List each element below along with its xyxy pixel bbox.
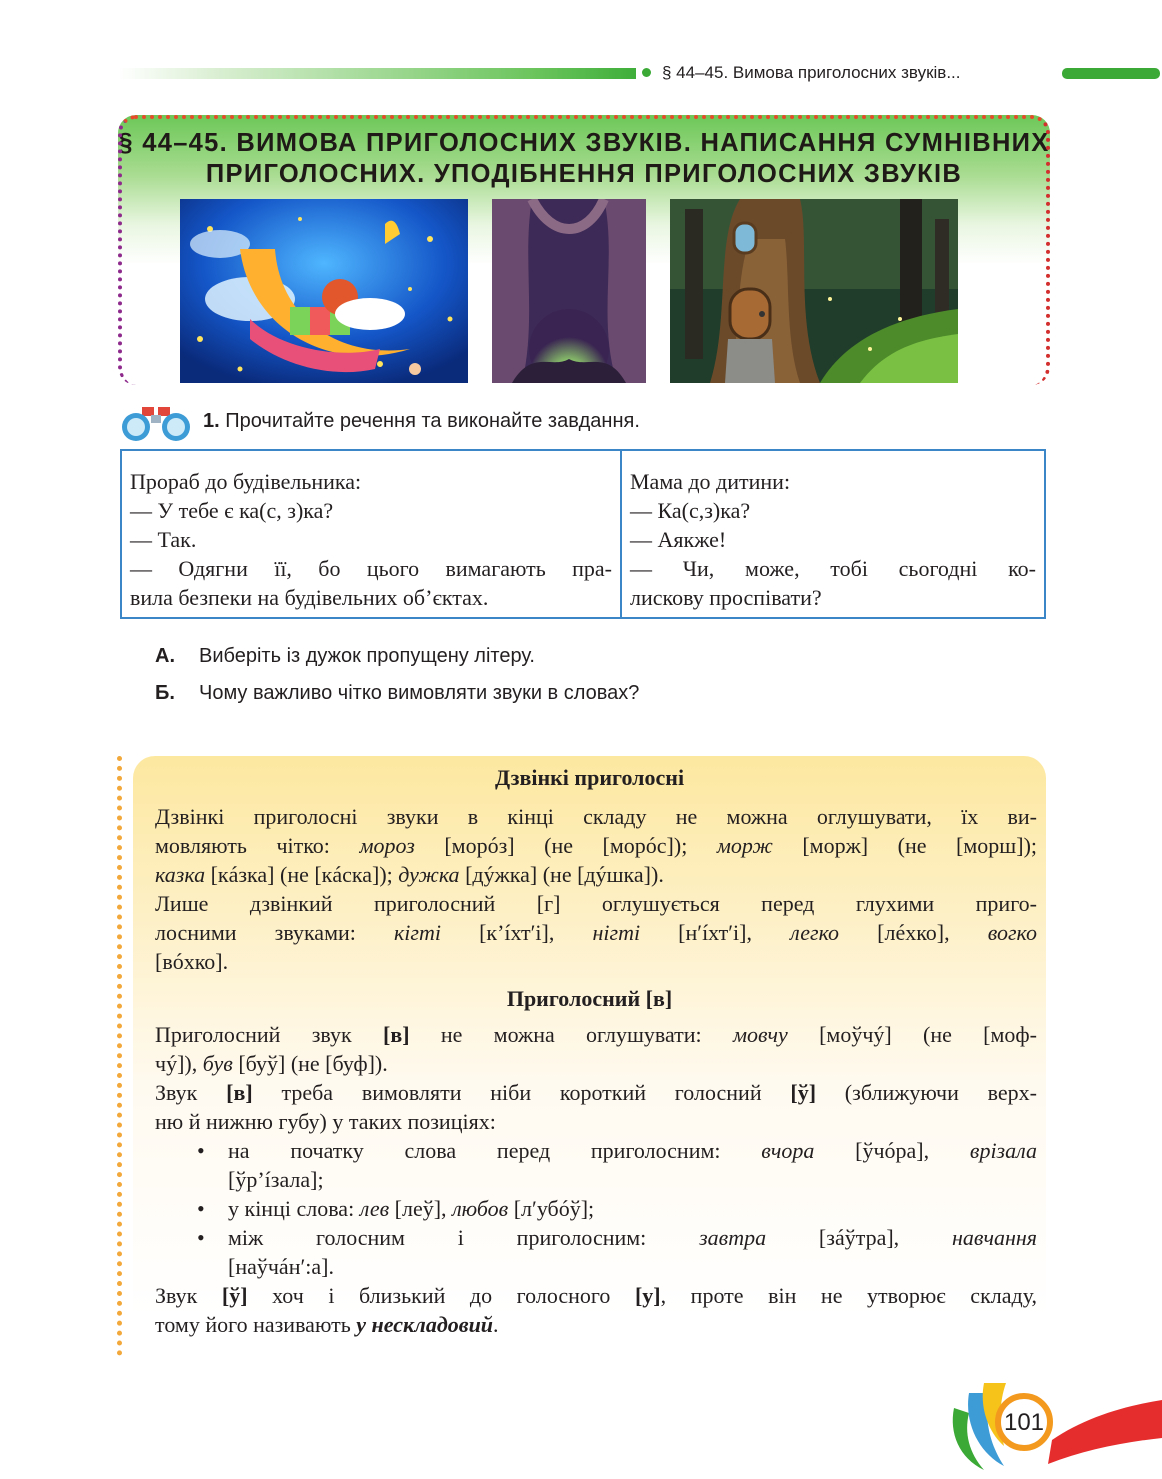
dialog-right-column [622,451,1044,617]
subtask-letter: А. [155,645,175,667]
task-1-instruction [203,410,640,433]
subtask-text: Чому важливо чітко вимовляти звуки в словах? [199,682,640,704]
binoculars-icon [118,403,192,443]
rule-line: мовляють чітко: мороз [морóз] (не [морóс]); морж [морж] (не [морш]); [155,833,1038,858]
header-end-bar [1062,68,1160,79]
bullet-icon: • [197,1196,205,1221]
task-text: Прочитайте речення та виконайте завдання. [225,410,640,432]
dialog-table [120,449,1046,619]
dialog-right-line: лискову проспівати? [630,585,822,610]
section-title-line-1: § 44–45. ВИМОВА ПРИГОЛОСНИХ ЗВУКІВ. НАПИСАННЯ СУМНІВНИХ [118,129,1050,157]
bullet-item: • між голосним і приголосним: завтра [зáўтра], навчання [наўчáн′:а]. [197,1225,1037,1279]
rule-line: ню й нижню губу) у таких позиціях: [155,1109,496,1134]
rule-paragraph-voiced [155,802,1037,976]
dialog-right-line: Мама до дитини: [630,469,791,494]
rule-line: Дзвінкі приголосні звуки в кінці складу не можна оглушувати, їх ви- [155,804,1037,829]
rule-line: Приголосний звук [в] не можна оглушувати: мовчу [моўчý] (не [моф- [155,1022,1037,1047]
section-title-line-2: ПРИГОЛОСНИХ. УПОДІБНЕННЯ ПРИГОЛОСНИХ ЗВУКІВ [205,160,963,188]
header-dot [642,68,651,77]
subtask-b [155,682,639,705]
bullet-item: • у кінці слова: лев [леў], любов [л′убóў]; [197,1196,595,1221]
illustration-moon-child [180,199,468,383]
task-number: 1. [203,410,220,432]
rule-heading-v: Приголосний [в] [506,986,673,1011]
dialog-left-line: — Одягни її, бо цього вимагають пра- [130,556,612,581]
bullet-icon: • [197,1225,205,1250]
page-number-emblem [944,1378,1162,1474]
subtask-letter: Б. [155,682,175,704]
running-header [118,60,1162,86]
rule-heading-voiced: Дзвінкі приголосні [494,765,685,790]
dialog-left-line: вила безпеки на будівельних об’єктах. [130,585,489,610]
dialog-right-line: — Аякже! [630,527,727,552]
dialog-left-line: Прораб до будівельника: [130,469,362,494]
running-title: § 44–45. Вимова приголосних звуків... [662,63,961,82]
header-gradient-bar [118,68,636,79]
rule-line: чý]), був [буў] (не [буф]). [155,1051,388,1076]
rule-line: Лише дзвінкий приголосний [г] оглушується перед глухими приго- [155,891,1037,916]
subtask-a [155,645,535,668]
dialog-right-line: — Ка(с,з)ка? [630,498,751,523]
rule-line: тому його називають у нескладовий. [155,1312,499,1337]
rule-dotted-border [117,756,128,1356]
dialog-left-line: — Так. [130,527,197,552]
rule-line: Звук [в] треба вимовляти ніби короткий голосний [ў] (зближуючи верх- [155,1080,1037,1105]
illustration-tree-house [670,199,958,383]
rule-line: казка [кáзка] (не [кáска]); дужка [дýжка] (не [дýшка]). [155,862,664,887]
rule-line: Звук [ў] хоч і близький до голосного [у], проте він не утворює складу, [155,1283,1037,1308]
illustration-forest-path [492,199,646,383]
subtask-text: Виберіть із дужок пропущену літеру. [199,645,535,667]
rule-line: [вóхко]. [155,949,229,974]
dialog-left-column [122,451,622,617]
rule-paragraph-v [155,1020,1037,1339]
bullet-item: • на початку слова перед приголосним: вчора [ўчóра], врізала [ўр’íзала]; [197,1138,1037,1192]
dialog-left-line: — У тебе є ка(с, з)ка? [130,498,334,523]
rule-line: лосними звуками: кігті [к’íхт′і], нігті [н′íхт′і], легко [лéхко], вогко [155,920,1037,945]
bullet-icon: • [197,1138,205,1163]
page-number: 101 [1003,1409,1045,1436]
dialog-right-line: — Чи, може, тобі сьогодні ко- [630,556,1036,581]
